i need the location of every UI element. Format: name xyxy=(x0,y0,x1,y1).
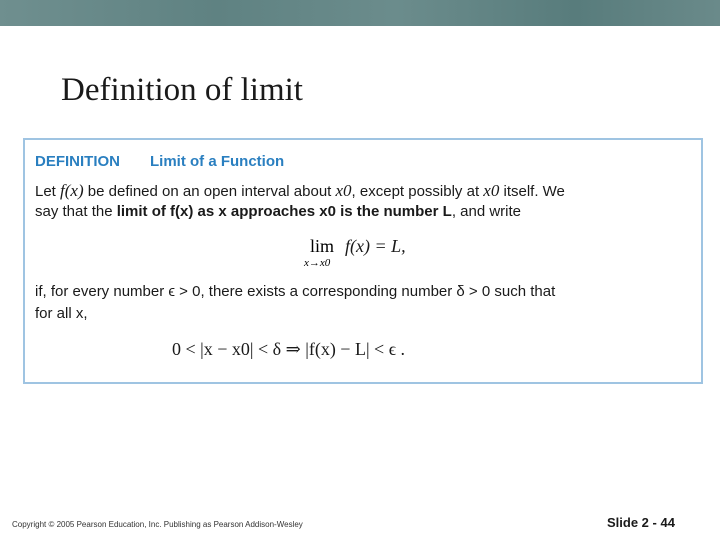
text-segment: say that the xyxy=(35,203,117,220)
definition-name: Limit of a Function xyxy=(150,153,285,170)
text-segment: Let xyxy=(35,183,61,200)
text-segment: , except possibly at xyxy=(351,183,484,200)
definition-line-4: for all x, xyxy=(35,305,88,322)
copyright-notice: Copyright © 2005 Pearson Education, Inc. Publishing as Pearson Addison-Wesley xyxy=(12,520,303,529)
math-fx: f(x) xyxy=(60,181,84,200)
text-segment: , and write xyxy=(451,203,522,220)
math-x0: x0 xyxy=(335,181,352,200)
limit-operator: lim xyxy=(310,236,335,256)
definition-line-3: if, for every number ϵ > 0, there exists a corresponding number δ > 0 such that xyxy=(35,283,556,300)
slide-title: Definition of limit xyxy=(61,72,303,108)
bold-limit-phrase: limit of f(x) as x approaches x0 is the number L xyxy=(116,203,452,220)
definition-header xyxy=(35,153,284,170)
text-segment: itself. We xyxy=(499,183,565,200)
definition-line-1 xyxy=(35,181,565,201)
math-x0: x0 xyxy=(483,181,500,200)
slide-number: Slide 2 - 44 xyxy=(607,515,675,530)
definition-label: DEFINITION xyxy=(35,153,120,170)
limit-expression: f(x) = L, xyxy=(345,236,406,256)
top-decorative-bar xyxy=(0,0,720,26)
limit-subscript: x→x0 xyxy=(304,257,331,269)
implication-formula: 0 < |x − x0| < δ ⇒ |f(x) − L| < ϵ . xyxy=(172,339,405,359)
text-segment: be defined on an open interval about xyxy=(83,183,336,200)
definition-line-2 xyxy=(35,203,521,220)
